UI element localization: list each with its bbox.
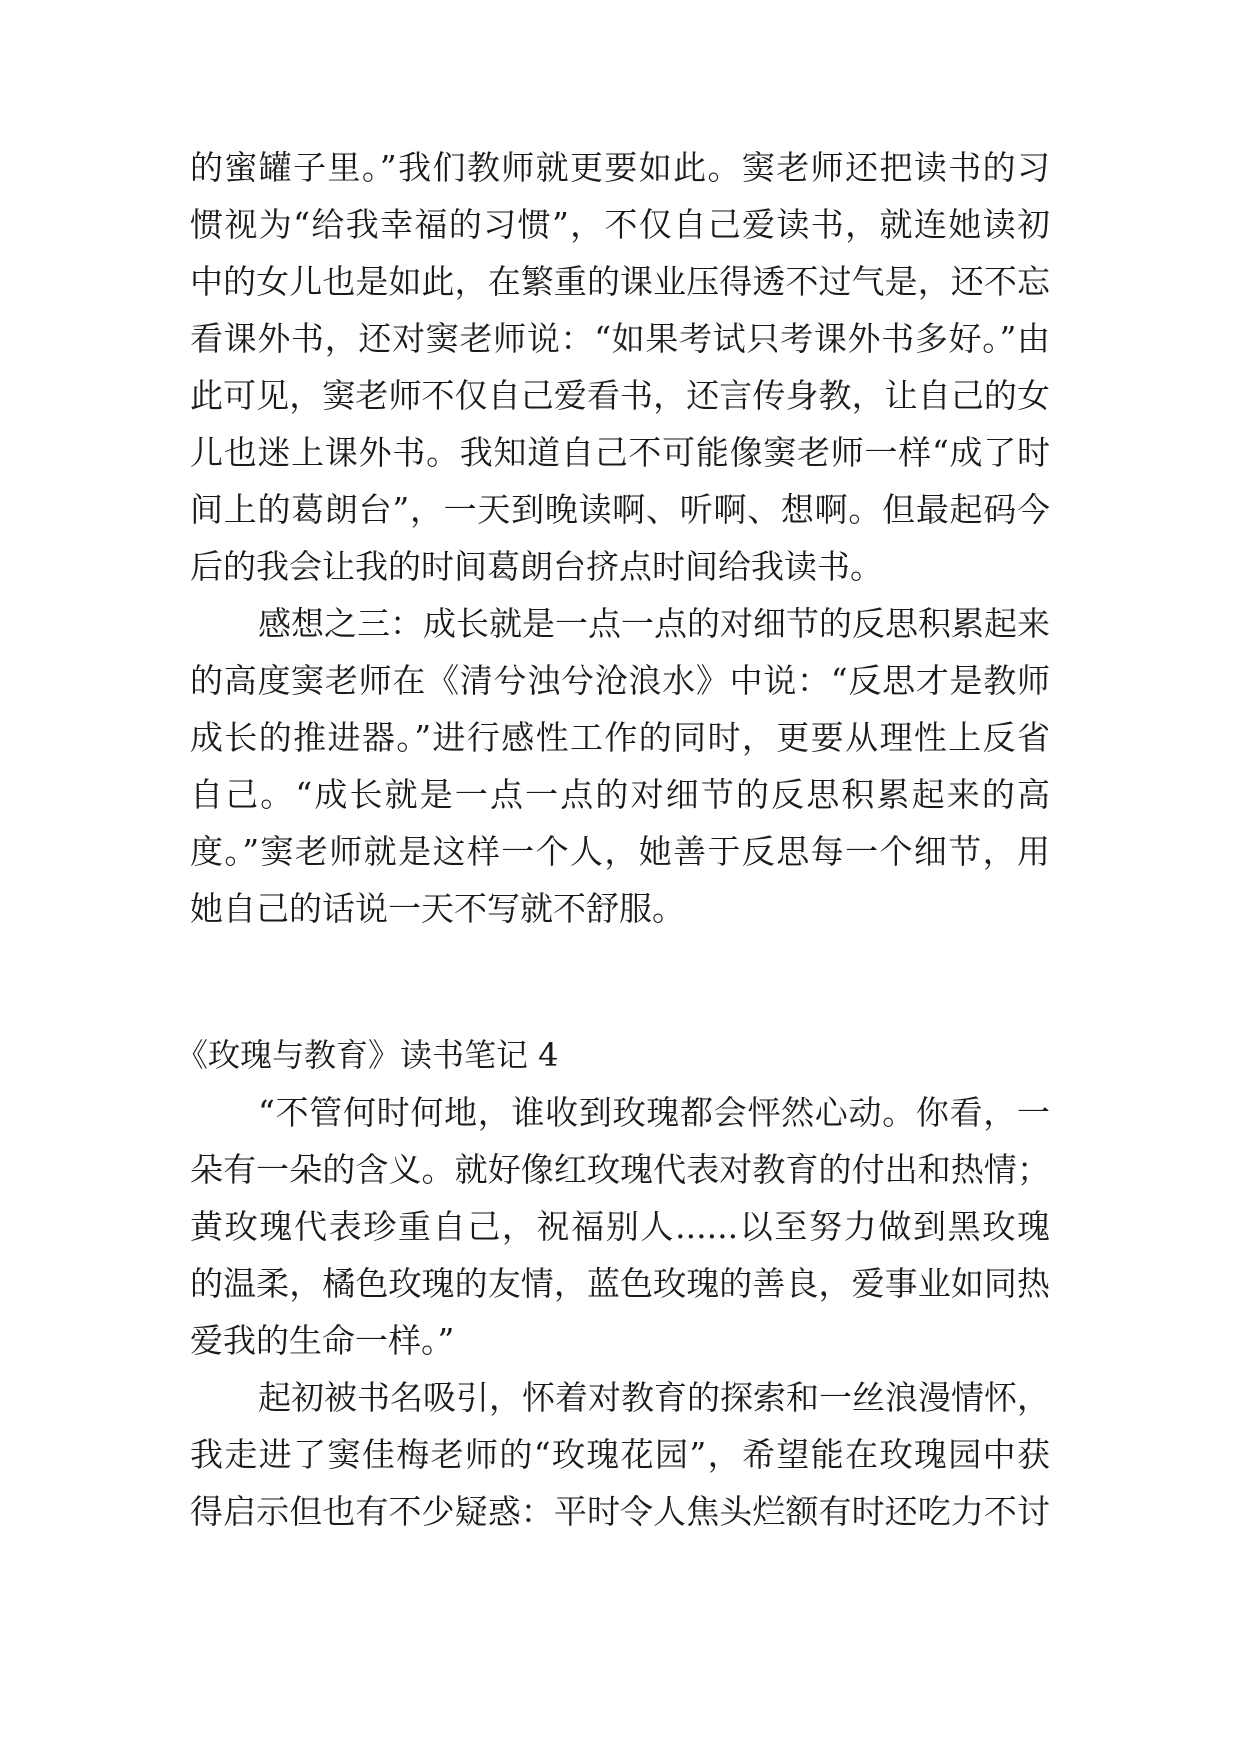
paragraph-line: 得启示但也有不少疑惑：平时令人焦头烂额有时还吃力不讨	[190, 1492, 1050, 1531]
paragraph-line: 儿也迷上课外书。我知道自己不可能像窦老师一样“成了时	[190, 433, 1050, 472]
paragraph-line: “不管何时何地，谁收到玫瑰都会怦然心动。你看，一	[258, 1093, 1050, 1132]
paragraph-line: 的温柔，橘色玫瑰的友情，蓝色玫瑰的善良，爱事业如同热	[190, 1264, 1050, 1303]
paragraph-line: 惯视为“给我幸福的习惯”，不仅自己爱读书，就连她读初	[190, 205, 1050, 244]
paragraph-line: 自己。“成长就是一点一点的对细节的反思积累起来的高	[190, 775, 1050, 814]
paragraph-line: 成长的推进器。”进行感性工作的同时，更要从理性上反省	[190, 718, 1050, 757]
paragraph-line: 起初被书名吸引，怀着对教育的探索和一丝浪漫情怀，	[258, 1378, 1050, 1417]
paragraph-line: 间上的葛朗台”，一天到晚读啊、听啊、想啊。但最起码今	[190, 490, 1050, 529]
paragraph-line: 她自己的话说一天不写就不舒服。	[190, 889, 685, 928]
paragraph-line: 中的女儿也是如此，在繁重的课业压得透不过气是，还不忘	[190, 262, 1050, 301]
paragraph-line: 朵有一朵的含义。就好像红玫瑰代表对教育的付出和热情；	[190, 1150, 1050, 1189]
paragraph-line: 我走进了窦佳梅老师的“玫瑰花园”，希望能在玫瑰园中获	[190, 1435, 1050, 1474]
paragraph-line: 此可见，窦老师不仅自己爱看书，还言传身教，让自己的女	[190, 376, 1050, 415]
paragraph-line: 看课外书，还对窦老师说：“如果考试只考课外书多好。”由	[190, 319, 1050, 358]
paragraph-line: 的蜜罐子里。”我们教师就更要如此。窦老师还把读书的习	[190, 148, 1050, 187]
paragraph-line: 爱我的生命一样。”	[190, 1321, 455, 1360]
paragraph-line: 度。”窦老师就是这样一个人，她善于反思每一个细节，用	[190, 832, 1050, 871]
paragraph-line: 后的我会让我的时间葛朗台挤点时间给我读书。	[190, 547, 883, 586]
paragraph-line: 黄玫瑰代表珍重自己，祝福别人......以至努力做到黑玫瑰	[190, 1207, 1050, 1246]
paragraph-line: 感想之三：成长就是一点一点的对细节的反思积累起来	[258, 604, 1050, 643]
paragraph-line: 的高度窦老师在《清兮浊兮沧浪水》中说：“反思才是教师	[190, 661, 1050, 700]
section-heading: 《玫瑰与教育》读书笔记 4	[176, 1036, 559, 1074]
